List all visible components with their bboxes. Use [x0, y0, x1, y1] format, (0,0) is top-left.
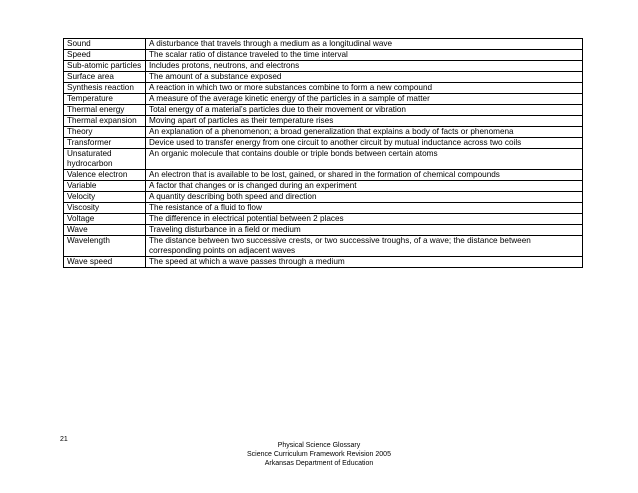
term-cell: Voltage	[64, 214, 146, 225]
term-cell: Speed	[64, 50, 146, 61]
definition-cell: An electron that is available to be lost, gained, or shared in the formation of chemical compounds	[146, 170, 583, 181]
term-cell: Variable	[64, 181, 146, 192]
table-row	[64, 181, 583, 192]
definition-cell: Includes protons, neutrons, and electrons	[146, 61, 583, 72]
definition-cell: Moving apart of particles as their temperature rises	[146, 116, 583, 127]
term-cell: Sub-atomic particles	[64, 61, 146, 72]
term-cell: Temperature	[64, 94, 146, 105]
table-row	[64, 138, 583, 149]
definition-cell: A measure of the average kinetic energy of the particles in a sample of matter	[146, 94, 583, 105]
definition-cell: The resistance of a fluid to flow	[146, 203, 583, 214]
table-row	[64, 236, 583, 257]
footer-revision: Science Curriculum Framework Revision 2005	[247, 451, 391, 458]
table-row	[64, 61, 583, 72]
table-row	[64, 94, 583, 105]
table-row	[64, 83, 583, 94]
footer-department: Arkansas Department of Education	[264, 460, 374, 467]
definition-cell: The amount of a substance exposed	[146, 72, 583, 83]
definition-cell: A factor that changes or is changed during an experiment	[146, 181, 583, 192]
term-cell: Wave	[64, 225, 146, 236]
table-row	[64, 127, 583, 138]
glossary-table	[63, 38, 583, 268]
footer-document-title: Physical Science Glossary	[277, 442, 361, 449]
table-row	[64, 203, 583, 214]
definition-cell: Device used to transfer energy from one circuit to another circuit by mutual inductance across two coils	[146, 138, 583, 149]
table-row	[64, 214, 583, 225]
term-cell: Transformer	[64, 138, 146, 149]
table-row	[64, 257, 583, 268]
table-row	[64, 170, 583, 181]
page-number: 21	[60, 436, 68, 443]
definition-cell: Traveling disturbance in a field or medium	[146, 225, 583, 236]
definition-cell: A quantity describing both speed and direction	[146, 192, 583, 203]
table-row	[64, 225, 583, 236]
definition-cell: An organic molecule that contains double or triple bonds between certain atoms	[146, 149, 583, 170]
definition-cell: A disturbance that travels through a medium as a longitudinal wave	[146, 39, 583, 50]
term-cell: Wave speed	[64, 257, 146, 268]
page-footer	[0, 441, 638, 468]
term-cell: Synthesis reaction	[64, 83, 146, 94]
term-cell: Velocity	[64, 192, 146, 203]
table-row	[64, 192, 583, 203]
table-row	[64, 116, 583, 127]
term-cell: Thermal energy	[64, 105, 146, 116]
definition-cell: The speed at which a wave passes through a medium	[146, 257, 583, 268]
definition-cell: The scalar ratio of distance traveled to the time interval	[146, 50, 583, 61]
table-row	[64, 105, 583, 116]
definition-cell: Total energy of a material’s particles due to their movement or vibration	[146, 105, 583, 116]
term-cell: Valence electron	[64, 170, 146, 181]
table-row	[64, 72, 583, 83]
definition-cell: The distance between two successive crests, or two successive troughs, of a wave; the distance between corresponding points on adjacent waves	[146, 236, 583, 257]
table-row	[64, 50, 583, 61]
definition-cell: An explanation of a phenomenon; a broad generalization that explains a body of facts or phenomena	[146, 127, 583, 138]
table-row	[64, 149, 583, 170]
term-cell: Surface area	[64, 72, 146, 83]
definition-cell: A reaction in which two or more substances combine to form a new compound	[146, 83, 583, 94]
term-cell: Sound	[64, 39, 146, 50]
term-cell: Unsaturated hydrocarbon	[64, 149, 146, 170]
term-cell: Theory	[64, 127, 146, 138]
definition-cell: The difference in electrical potential between 2 places	[146, 214, 583, 225]
table-row	[64, 39, 583, 50]
glossary-table-body	[64, 39, 583, 268]
term-cell: Viscosity	[64, 203, 146, 214]
term-cell: Thermal expansion	[64, 116, 146, 127]
term-cell: Wavelength	[64, 236, 146, 257]
